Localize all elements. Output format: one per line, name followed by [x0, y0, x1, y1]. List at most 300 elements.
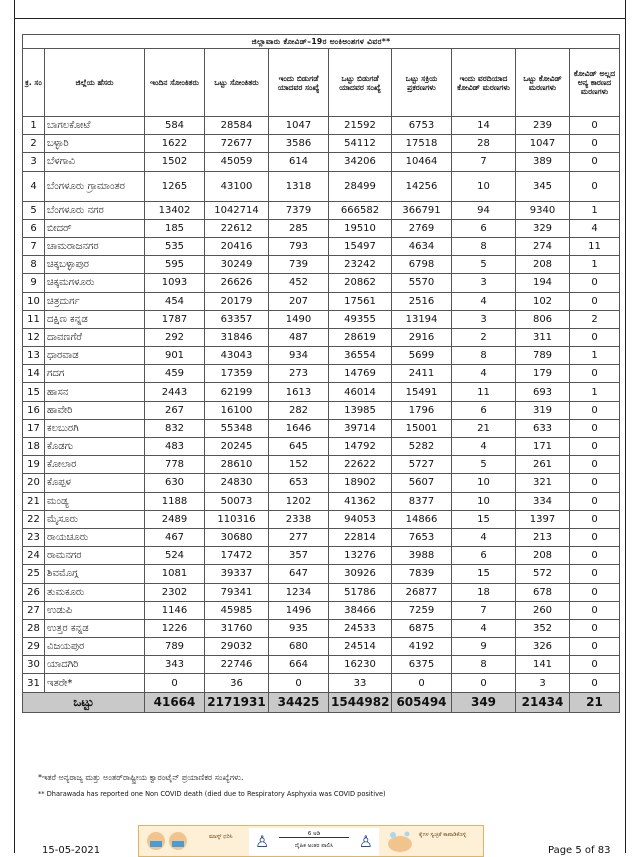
table-cell: 102 [516, 292, 570, 310]
table-cell: 5 [452, 456, 516, 474]
table-cell: 4 [452, 528, 516, 546]
table-cell: 13402 [145, 201, 205, 219]
table-cell: 260 [516, 601, 570, 619]
total-row [23, 692, 620, 712]
table-cell: 1613 [269, 383, 329, 401]
table-cell: 14769 [329, 365, 392, 383]
table-cell: 321 [516, 474, 570, 492]
table-cell: 5 [452, 256, 516, 274]
table-cell: 1496 [269, 601, 329, 619]
table-cell: 3 [452, 274, 516, 292]
table-cell: 6 [452, 219, 516, 237]
table-cell: 9 [452, 638, 516, 656]
table-cell: 1646 [269, 419, 329, 437]
table-cell: 34206 [329, 153, 392, 171]
table-cell: 0 [570, 117, 620, 135]
table-row [23, 237, 620, 255]
table-row [23, 492, 620, 510]
table-cell: 94 [452, 201, 516, 219]
footnote-dharwad: ** Dharawada has reported one Non COVID death (died due to Respiratory Asphyxia was COVID positive) [38, 790, 386, 798]
table-cell: 207 [269, 292, 329, 310]
mask-section [145, 828, 245, 856]
table-cell: 26877 [392, 583, 452, 601]
table-cell: 572 [516, 565, 570, 583]
table-cell: 285 [269, 219, 329, 237]
table-cell: 16100 [205, 401, 269, 419]
table-cell: 1318 [269, 171, 329, 201]
table-cell: 94053 [329, 510, 392, 528]
table-cell: 11 [452, 383, 516, 401]
table-cell: 1081 [145, 565, 205, 583]
total-label: ಒಟ್ಟು [23, 692, 145, 712]
table-cell: 7653 [392, 528, 452, 546]
district-name: ಕೋಲಾರ [45, 456, 145, 474]
table-cell: 14256 [392, 171, 452, 201]
table-cell: 171 [516, 438, 570, 456]
table-cell: 4634 [392, 237, 452, 255]
table-cell: 0 [570, 510, 620, 528]
row-serial: 8 [23, 256, 45, 274]
district-name: ಯಾದಗಿರಿ [45, 656, 145, 674]
table-cell: 6753 [392, 117, 452, 135]
table-cell: 0 [452, 674, 516, 692]
table-cell: 0 [570, 135, 620, 153]
total-cell: 2171931 [205, 692, 269, 712]
table-cell: 1226 [145, 619, 205, 637]
total-cell: 21434 [516, 692, 570, 712]
table-cell: 54112 [329, 135, 392, 153]
table-cell: 1787 [145, 310, 205, 328]
district-name: ಬೀದರ್ [45, 219, 145, 237]
table-cell: 467 [145, 528, 205, 546]
table-cell: 5607 [392, 474, 452, 492]
row-serial: 22 [23, 510, 45, 528]
table-cell: 0 [570, 474, 620, 492]
table-cell: 1188 [145, 492, 205, 510]
table-cell: 901 [145, 347, 205, 365]
table-row [23, 456, 620, 474]
table-cell: 15491 [392, 383, 452, 401]
table-cell: 62199 [205, 383, 269, 401]
total-cell: 41664 [145, 692, 205, 712]
table-cell: 273 [269, 365, 329, 383]
table-cell: 24830 [205, 474, 269, 492]
row-serial: 29 [23, 638, 45, 656]
mask-text: ಮಾಸ್ಕ್ ಧರಿಸಿ [209, 834, 233, 840]
table-cell: 806 [516, 310, 570, 328]
row-serial: 11 [23, 310, 45, 328]
table-cell: 2516 [392, 292, 452, 310]
table-cell: 28610 [205, 456, 269, 474]
row-serial: 30 [23, 656, 45, 674]
table-cell: 0 [570, 456, 620, 474]
table-cell: 8 [452, 347, 516, 365]
table-row [23, 117, 620, 135]
table-cell: 13194 [392, 310, 452, 328]
table-cell: 16230 [329, 656, 392, 674]
table-cell: 24533 [329, 619, 392, 637]
row-serial: 26 [23, 583, 45, 601]
header-active: ಒಟ್ಟು ಸಕ್ರಿಯ ಪ್ರಕರಣಗಳು [392, 49, 452, 117]
table-row [23, 565, 620, 583]
district-name: ಬೆಂಗಳೂರು ಗ್ರಾಮಾಂತರ [45, 171, 145, 201]
table-cell: 45985 [205, 601, 269, 619]
table-cell: 20179 [205, 292, 269, 310]
table-cell: 633 [516, 419, 570, 437]
row-serial: 12 [23, 328, 45, 346]
district-name: ಉಡುಪಿ [45, 601, 145, 619]
header-total-cases: ಒಟ್ಟು ಸೋಂಕಿತರು [205, 49, 269, 117]
table-row [23, 365, 620, 383]
table-cell: 452 [269, 274, 329, 292]
table-cell: 20245 [205, 438, 269, 456]
table-cell: 0 [392, 674, 452, 692]
total-cell: 21 [570, 692, 620, 712]
table-cell: 8 [452, 237, 516, 255]
table-cell: 23242 [329, 256, 392, 274]
table-cell: 645 [269, 438, 329, 456]
table-cell: 30926 [329, 565, 392, 583]
row-serial: 24 [23, 547, 45, 565]
table-cell: 21592 [329, 117, 392, 135]
district-name: ರಾಯಚೂರು [45, 528, 145, 546]
table-cell: 2916 [392, 328, 452, 346]
table-cell: 793 [269, 237, 329, 255]
row-serial: 21 [23, 492, 45, 510]
table-cell: 584 [145, 117, 205, 135]
table-cell: 43100 [205, 171, 269, 201]
row-serial: 27 [23, 601, 45, 619]
table-row [23, 656, 620, 674]
district-name: ಬಳ್ಳಾರಿ [45, 135, 145, 153]
row-serial: 2 [23, 135, 45, 153]
table-cell: 739 [269, 256, 329, 274]
table-cell: 261 [516, 456, 570, 474]
district-name: ಗದಗ [45, 365, 145, 383]
table-cell: 0 [570, 619, 620, 637]
table-cell: 63357 [205, 310, 269, 328]
district-name: ದಕ್ಷಿಣ ಕನ್ನಡ [45, 310, 145, 328]
table-cell: 1202 [269, 492, 329, 510]
header-today-discharged: ಇಂದು ಬಿಡುಗಡೆ ಯಾದವರ ಸಂಖ್ಯೆ [269, 49, 329, 117]
table-cell: 239 [516, 117, 570, 135]
table-cell: 0 [570, 292, 620, 310]
table-row [23, 274, 620, 292]
table-cell: 179 [516, 365, 570, 383]
table-row [23, 438, 620, 456]
table-cell: 1397 [516, 510, 570, 528]
table-cell: 15001 [392, 419, 452, 437]
table-row [23, 135, 620, 153]
table-cell: 6798 [392, 256, 452, 274]
table-cell: 26626 [205, 274, 269, 292]
hands-text: ಕೈಗಳ ಸ್ವಚ್ಛತೆ ಕಾಪಾಡಿಕೊಳ್ಳಿ [419, 832, 467, 838]
table-cell: 28 [452, 135, 516, 153]
table-cell: 1047 [516, 135, 570, 153]
total-cell: 605494 [392, 692, 452, 712]
table-cell: 141 [516, 656, 570, 674]
table-cell: 2489 [145, 510, 205, 528]
table-cell: 935 [269, 619, 329, 637]
district-name: ಚಿತ್ರದುರ್ಗ [45, 292, 145, 310]
table-cell: 1 [570, 383, 620, 401]
table-cell: 4 [452, 292, 516, 310]
table-cell: 789 [516, 347, 570, 365]
table-cell: 17359 [205, 365, 269, 383]
table-cell: 5727 [392, 456, 452, 474]
table-cell: 18 [452, 583, 516, 601]
table-cell: 10464 [392, 153, 452, 171]
row-serial: 28 [23, 619, 45, 637]
table-cell: 14792 [329, 438, 392, 456]
row-serial: 14 [23, 365, 45, 383]
table-cell: 46014 [329, 383, 392, 401]
table-cell: 0 [570, 419, 620, 437]
table-cell: 18902 [329, 474, 392, 492]
table-cell: 7839 [392, 565, 452, 583]
table-cell: 31760 [205, 619, 269, 637]
table-row [23, 419, 620, 437]
table-cell: 39714 [329, 419, 392, 437]
table-cell: 459 [145, 365, 205, 383]
table-cell: 6 [452, 547, 516, 565]
district-name: ರಾಮನಗರ [45, 547, 145, 565]
row-serial: 3 [23, 153, 45, 171]
table-cell: 36 [205, 674, 269, 692]
district-name: ಇತರೇ* [45, 674, 145, 692]
table-row [23, 601, 620, 619]
table-cell: 1 [570, 256, 620, 274]
table-cell: 832 [145, 419, 205, 437]
table-cell: 1 [570, 201, 620, 219]
table-cell: 329 [516, 219, 570, 237]
table-cell: 2769 [392, 219, 452, 237]
table-cell: 10 [452, 474, 516, 492]
table-cell: 29032 [205, 638, 269, 656]
table-cell: 2443 [145, 383, 205, 401]
table-cell: 5282 [392, 438, 452, 456]
table-cell: 28499 [329, 171, 392, 201]
district-name: ಮಂಡ್ಯ [45, 492, 145, 510]
table-cell: 0 [269, 674, 329, 692]
table-row [23, 510, 620, 528]
table-cell: 4 [452, 619, 516, 637]
table-cell: 208 [516, 256, 570, 274]
table-cell: 8377 [392, 492, 452, 510]
table-cell: 345 [516, 171, 570, 201]
table-cell: 13276 [329, 547, 392, 565]
table-body [23, 117, 620, 693]
table-cell: 789 [145, 638, 205, 656]
row-serial: 20 [23, 474, 45, 492]
table-cell: 72677 [205, 135, 269, 153]
table-cell: 0 [570, 365, 620, 383]
table-cell: 1234 [269, 583, 329, 601]
table-cell: 33 [329, 674, 392, 692]
table-cell: 0 [570, 565, 620, 583]
row-serial: 6 [23, 219, 45, 237]
table-cell: 15 [452, 565, 516, 583]
table-cell: 778 [145, 456, 205, 474]
table-cell: 3 [452, 310, 516, 328]
table-cell: 50073 [205, 492, 269, 510]
person-icon: ♙ [358, 832, 373, 851]
total-cell: 349 [452, 692, 516, 712]
row-serial: 19 [23, 456, 45, 474]
district-name: ಮೈಸೂರು [45, 510, 145, 528]
row-serial: 10 [23, 292, 45, 310]
table-cell: 6 [452, 401, 516, 419]
table-cell: 17561 [329, 292, 392, 310]
table-cell: 0 [570, 401, 620, 419]
table-cell: 0 [570, 438, 620, 456]
table-row [23, 328, 620, 346]
row-serial: 17 [23, 419, 45, 437]
table-cell: 2302 [145, 583, 205, 601]
table-cell: 0 [570, 328, 620, 346]
table-cell: 535 [145, 237, 205, 255]
header-total-deaths: ಒಟ್ಟು ಕೋವಿಡ್ ಮರಣಗಳು [516, 49, 570, 117]
table-cell: 678 [516, 583, 570, 601]
table-cell: 79341 [205, 583, 269, 601]
table-cell: 693 [516, 383, 570, 401]
table-cell: 13985 [329, 401, 392, 419]
table-cell: 4 [452, 438, 516, 456]
table-cell: 11 [570, 237, 620, 255]
table-cell: 1796 [392, 401, 452, 419]
table-cell: 3 [516, 674, 570, 692]
district-name: ಹಾವೇರಿ [45, 401, 145, 419]
table-cell: 1490 [269, 310, 329, 328]
table-cell: 1146 [145, 601, 205, 619]
row-serial: 7 [23, 237, 45, 255]
table-cell: 595 [145, 256, 205, 274]
district-name: ಬಾಗಲಕೋಟೆ [45, 117, 145, 135]
table-cell: 277 [269, 528, 329, 546]
table-cell: 2411 [392, 365, 452, 383]
row-serial: 16 [23, 401, 45, 419]
table-cell: 49355 [329, 310, 392, 328]
table-cell: 357 [269, 547, 329, 565]
row-serial: 15 [23, 383, 45, 401]
table-row [23, 401, 620, 419]
table-cell: 1093 [145, 274, 205, 292]
table-cell: 38466 [329, 601, 392, 619]
table-cell: 7 [452, 153, 516, 171]
table-cell: 213 [516, 528, 570, 546]
row-serial: 5 [23, 201, 45, 219]
table-cell: 22814 [329, 528, 392, 546]
table-cell: 454 [145, 292, 205, 310]
table-cell: 0 [570, 528, 620, 546]
table-title: ಜಿಲ್ಲಾವಾರು ಕೋವಿಡ್–19ರ ಅಂಕಿಅಂಶಗಳ ವಿವರ** [23, 35, 620, 49]
table-cell: 1 [570, 347, 620, 365]
table-cell: 28619 [329, 328, 392, 346]
table-cell: 282 [269, 401, 329, 419]
row-serial: 31 [23, 674, 45, 692]
district-name: ಚಾಮರಾಜನಗರ [45, 237, 145, 255]
header-sl: ಕ್ರ. ಸಂ [23, 49, 45, 117]
table-cell: 0 [570, 674, 620, 692]
table-row [23, 171, 620, 201]
table-cell: 334 [516, 492, 570, 510]
row-serial: 1 [23, 117, 45, 135]
table-cell: 653 [269, 474, 329, 492]
table-cell: 0 [570, 547, 620, 565]
district-name: ಕೊಡಗು [45, 438, 145, 456]
table-cell: 319 [516, 401, 570, 419]
covid-safety-banner [138, 825, 484, 857]
table-cell: 185 [145, 219, 205, 237]
table-cell: 311 [516, 328, 570, 346]
table-cell: 1622 [145, 135, 205, 153]
table-row [23, 383, 620, 401]
table-cell: 630 [145, 474, 205, 492]
district-name: ತುಮಕೂರು [45, 583, 145, 601]
table-cell: 5570 [392, 274, 452, 292]
table-cell: 14866 [392, 510, 452, 528]
table-cell: 0 [570, 171, 620, 201]
table-cell: 0 [570, 492, 620, 510]
table-cell: 664 [269, 656, 329, 674]
district-name: ಚಿಕ್ಕಮಗಳೂರು [45, 274, 145, 292]
table-cell: 1042714 [205, 201, 269, 219]
table-cell: 10 [452, 171, 516, 201]
row-serial: 9 [23, 274, 45, 292]
district-name: ಬೆಳಗಾವಿ [45, 153, 145, 171]
table-row [23, 219, 620, 237]
table-cell: 274 [516, 237, 570, 255]
district-name: ಕೊಪ್ಪಳ [45, 474, 145, 492]
footer-page-number: Page 5 of 83 [548, 845, 611, 856]
header-today-deaths: ಇಂದು ವರದಿಯಾದ ಕೋವಿಡ್ ಮರಣಗಳು [452, 49, 516, 117]
table-cell: 14 [452, 117, 516, 135]
table-cell: 55348 [205, 419, 269, 437]
table-cell: 6375 [392, 656, 452, 674]
table-cell: 39337 [205, 565, 269, 583]
distance-text: ದೈಹಿಕ ಅಂತರ ಪಾಲಿಸಿ [294, 843, 334, 849]
table-cell: 20416 [205, 237, 269, 255]
district-name: ಉತ್ತರ ಕನ್ನಡ [45, 619, 145, 637]
table-cell: 0 [145, 674, 205, 692]
district-name: ವಿಜಯಪುರ [45, 638, 145, 656]
table-cell: 1047 [269, 117, 329, 135]
table-cell: 0 [570, 656, 620, 674]
table-cell: 31846 [205, 328, 269, 346]
distance-top-text: 6 ಅಡಿ [307, 831, 321, 837]
table-cell: 614 [269, 153, 329, 171]
table-cell: 487 [269, 328, 329, 346]
table-cell: 17518 [392, 135, 452, 153]
distance-section [249, 828, 379, 856]
table-cell: 1502 [145, 153, 205, 171]
table-cell: 2 [570, 310, 620, 328]
table-row [23, 619, 620, 637]
table-cell: 15497 [329, 237, 392, 255]
table-cell: 389 [516, 153, 570, 171]
total-cell: 34425 [269, 692, 329, 712]
header-non-covid-deaths: ಕೋವಿಡ್ ಅಲ್ಲದ ಅನ್ಯ ಕಾರಣದ ಮರಣಗಳು [570, 49, 620, 117]
table-cell: 326 [516, 638, 570, 656]
table-cell: 17472 [205, 547, 269, 565]
table-cell: 666582 [329, 201, 392, 219]
table-cell: 6875 [392, 619, 452, 637]
table-cell: 110316 [205, 510, 269, 528]
table-cell: 51786 [329, 583, 392, 601]
mask-icon [145, 829, 189, 855]
table-row [23, 638, 620, 656]
table-cell: 10 [452, 492, 516, 510]
